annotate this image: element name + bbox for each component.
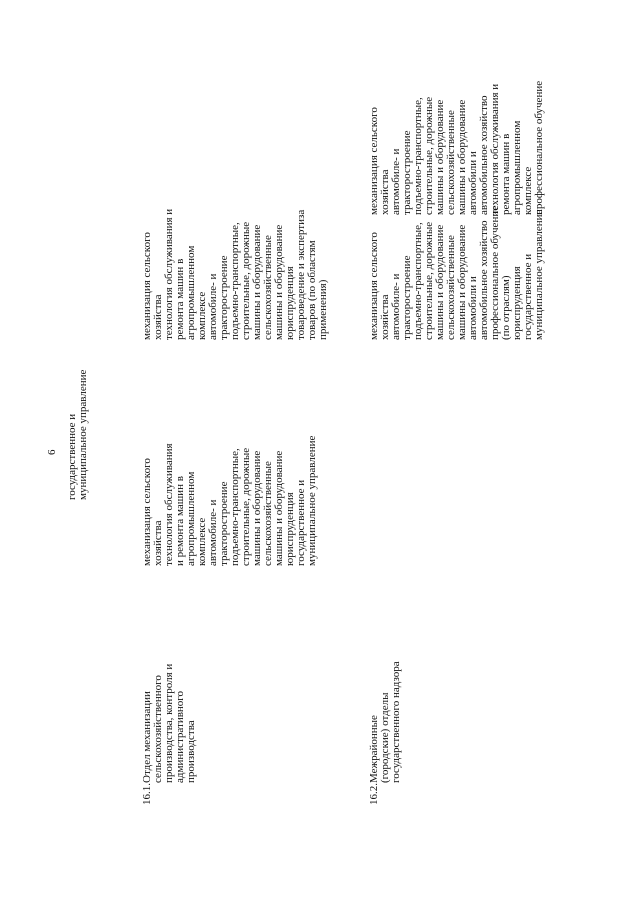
text-line: применения) bbox=[317, 279, 329, 340]
text-line: тракторостроение bbox=[218, 255, 230, 340]
text-line: машины и оборудование bbox=[434, 99, 446, 215]
text-line: ремонта машин в bbox=[500, 133, 512, 215]
specialties-column-2 bbox=[142, 209, 329, 340]
specialties-column-3 bbox=[369, 81, 545, 215]
text-line: механизация сельского bbox=[368, 232, 380, 340]
text-line: комплексе bbox=[196, 517, 208, 566]
text-line: технология обслуживания и bbox=[163, 208, 175, 340]
text-line: подъемно-транспортные, bbox=[229, 222, 241, 340]
text-line: агропромышленном bbox=[185, 245, 197, 340]
text-line: государственного надзора bbox=[390, 661, 402, 783]
text-line: комплексе bbox=[196, 291, 208, 340]
text-line: производства bbox=[185, 720, 197, 783]
text-line: тракторостроение bbox=[401, 255, 413, 340]
department-name bbox=[142, 633, 197, 783]
top-continuation-text bbox=[67, 370, 89, 500]
text-line: товаров (по областям bbox=[306, 240, 318, 340]
text-line: (по отраслям) bbox=[500, 275, 512, 340]
text-line: механизация сельского bbox=[368, 107, 380, 215]
text-line: сельскохозяйственные bbox=[445, 235, 457, 340]
text-line: ремонта машин в bbox=[174, 258, 186, 340]
text-line: автомобиле- и bbox=[390, 273, 402, 340]
text-line: хозяйства bbox=[379, 169, 391, 215]
text-line: строительные, дорожные bbox=[423, 221, 435, 340]
text-line: агропромышленном bbox=[185, 471, 197, 566]
text-line: государственное и bbox=[295, 479, 307, 566]
text-line: юриспруденция bbox=[511, 266, 523, 340]
text-line: государственное и bbox=[66, 413, 78, 500]
specialties-column-1 bbox=[142, 436, 318, 566]
text-line: муниципальное управление bbox=[77, 369, 89, 500]
text-line: государственное и bbox=[522, 253, 534, 340]
text-line: Межрайонные bbox=[368, 715, 380, 783]
text-line: агропромышленном bbox=[511, 120, 523, 215]
text-line: сельскохозяйственные bbox=[262, 461, 274, 566]
text-line: сельскохозяйственные bbox=[262, 235, 274, 340]
text-line: товароведение и экспертиза bbox=[295, 209, 307, 340]
text-line: машины и оборудование bbox=[251, 450, 263, 566]
text-line: строительные, дорожные bbox=[423, 96, 435, 215]
text-line: строительные, дорожные bbox=[240, 221, 252, 340]
page-number: 6 bbox=[46, 449, 58, 455]
text-line: автомобиле- и bbox=[207, 499, 219, 566]
specialties-column-2 bbox=[369, 206, 545, 340]
text-line: механизация сельского bbox=[141, 232, 153, 340]
text-line: сельскохозяйственные bbox=[445, 110, 457, 215]
text-line: юриспруденция bbox=[284, 492, 296, 566]
text-line: автомобили и bbox=[467, 151, 479, 215]
text-line: автомобильное хозяйство bbox=[478, 220, 490, 340]
text-line: комплексе bbox=[522, 166, 534, 215]
text-line: подъемно-транспортные, bbox=[412, 222, 424, 340]
text-line: и ремонта машин в bbox=[174, 476, 186, 566]
department-name bbox=[369, 633, 402, 783]
text-line: строительные, дорожные bbox=[240, 447, 252, 566]
text-line: подъемно-транспортные, bbox=[412, 97, 424, 215]
text-line: механизация сельского bbox=[141, 458, 153, 566]
text-line: машины и оборудование bbox=[273, 224, 285, 340]
text-line: тракторостроение bbox=[401, 130, 413, 215]
row-number: 16.1. bbox=[141, 783, 153, 805]
text-line: хозяйства bbox=[152, 294, 164, 340]
text-line: технология обслуживания и bbox=[489, 83, 501, 215]
text-line: хозяйства bbox=[152, 520, 164, 566]
text-line: профессиональное обучение bbox=[533, 80, 545, 215]
text-line: тракторостроение bbox=[218, 481, 230, 566]
text-line: машины и оборудование bbox=[273, 450, 285, 566]
text-line: юриспруденция bbox=[284, 266, 296, 340]
text-line: профессиональное обучение bbox=[489, 205, 501, 340]
text-line: технология обслуживания bbox=[163, 443, 175, 566]
text-line: автомобильное хозяйство bbox=[478, 95, 490, 215]
text-line: подъемно-транспортные, bbox=[229, 448, 241, 566]
text-line: машины и оборудование bbox=[456, 99, 468, 215]
text-line: машины и оборудование bbox=[251, 224, 263, 340]
text-line: машины и оборудование bbox=[456, 224, 468, 340]
text-line: (городские) отделы bbox=[379, 692, 391, 783]
text-line: автомобили и bbox=[467, 276, 479, 340]
text-line: муниципальное управление bbox=[306, 435, 318, 566]
text-line: автомобиле- и bbox=[390, 148, 402, 215]
text-line: хозяйства bbox=[379, 294, 391, 340]
text-line: производства, контроля и bbox=[163, 663, 175, 783]
text-line: муниципальное управление bbox=[533, 209, 545, 340]
text-line: машины и оборудование bbox=[434, 224, 446, 340]
text-line: сельскохозяйственного bbox=[152, 675, 164, 783]
text-line: Отдел механизации bbox=[141, 691, 153, 783]
text-line: автомобиле- и bbox=[207, 273, 219, 340]
text-line: административного bbox=[174, 690, 186, 783]
row-number: 16.2. bbox=[368, 783, 380, 805]
